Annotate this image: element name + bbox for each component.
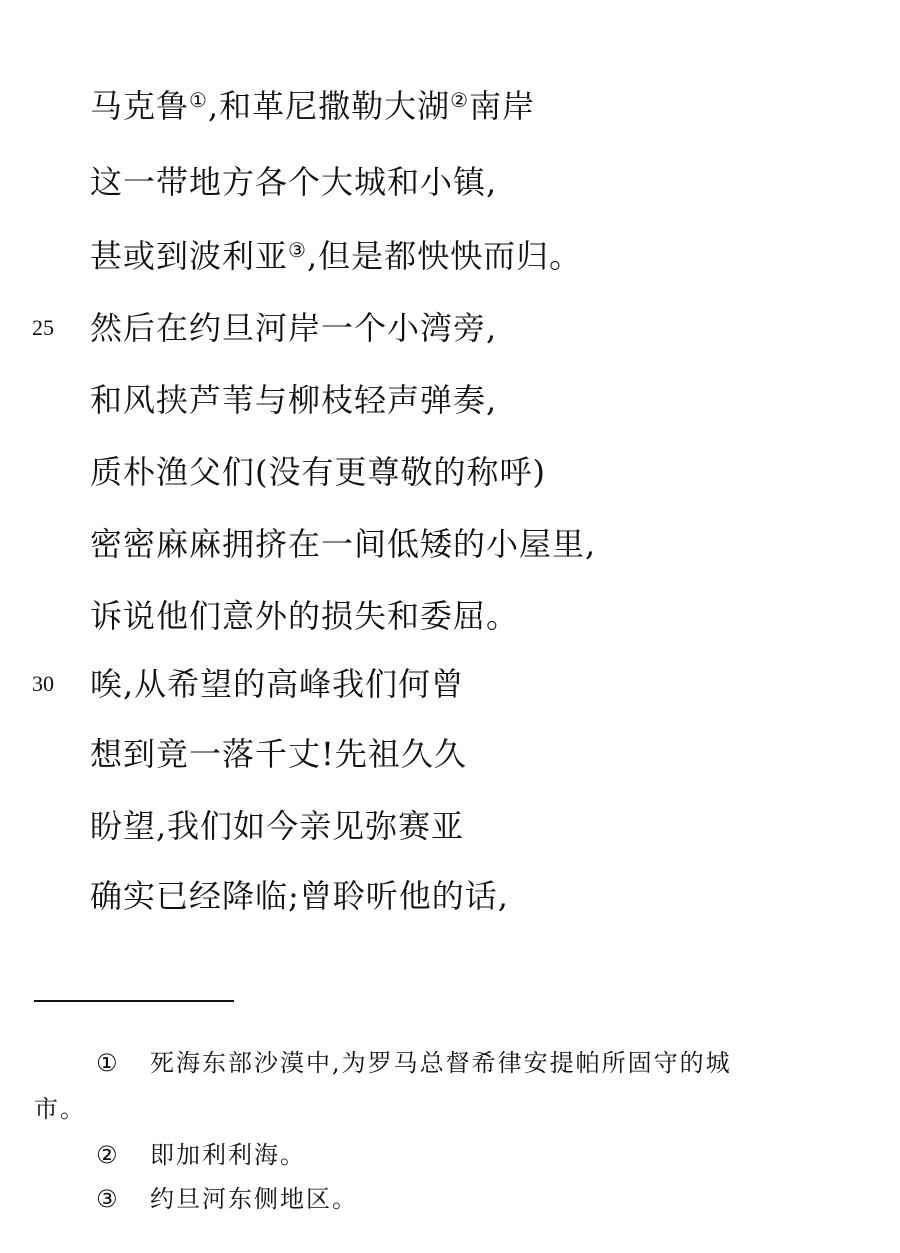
footnote-text-2: 即加利利海。 xyxy=(150,1141,306,1169)
footnote-number-2: ② xyxy=(96,1141,118,1169)
poem-line-7: 密密麻麻拥挤在一间低矮的小屋里, xyxy=(90,525,597,563)
line-number-25: 25 xyxy=(32,315,54,340)
poem-line-6: 质朴渔父们(没有更尊敬的称呼) xyxy=(90,453,546,491)
footnote-ref-2: ② xyxy=(450,88,470,112)
footnote-text-3: 约旦河东侧地区。 xyxy=(150,1185,358,1213)
footnote-text-1-continued: 市。 xyxy=(34,1095,86,1123)
poem-line-3: 甚或到波利亚③,但是都怏怏而归。 xyxy=(90,237,583,275)
footnote-text-1: 死海东部沙漠中,为罗马总督希律安提帕所固守的城 xyxy=(150,1049,732,1077)
poem-line-2: 这一带地方各个大城和小镇, xyxy=(90,163,498,201)
footnote-number-3: ③ xyxy=(96,1185,118,1213)
footnote-number-1: ① xyxy=(96,1049,118,1077)
footnote-divider xyxy=(34,1000,234,1002)
poem-line-1: 马克鲁①,和革尼撒勒大湖②南岸 xyxy=(90,87,536,125)
poem-line-5: 和风挟芦苇与柳枝轻声弹奏, xyxy=(90,381,498,419)
poem-line-10: 想到竟一落千丈!先祖久久 xyxy=(90,735,467,773)
poem-line-9: 唉,从希望的高峰我们何曾 xyxy=(90,665,465,703)
poem-line-8: 诉说他们意外的损失和委屈。 xyxy=(90,597,520,635)
poem-line-11: 盼望,我们如今亲见弥赛亚 xyxy=(90,807,465,845)
poem-line-4: 然后在约旦河岸一个小湾旁, xyxy=(90,309,498,347)
footnote-ref-3: ③ xyxy=(288,238,307,262)
poem-line-12: 确实已经降临;曾聆听他的话, xyxy=(90,877,509,915)
footnote-ref-1: ① xyxy=(189,88,208,112)
line-number-30: 30 xyxy=(32,671,54,696)
